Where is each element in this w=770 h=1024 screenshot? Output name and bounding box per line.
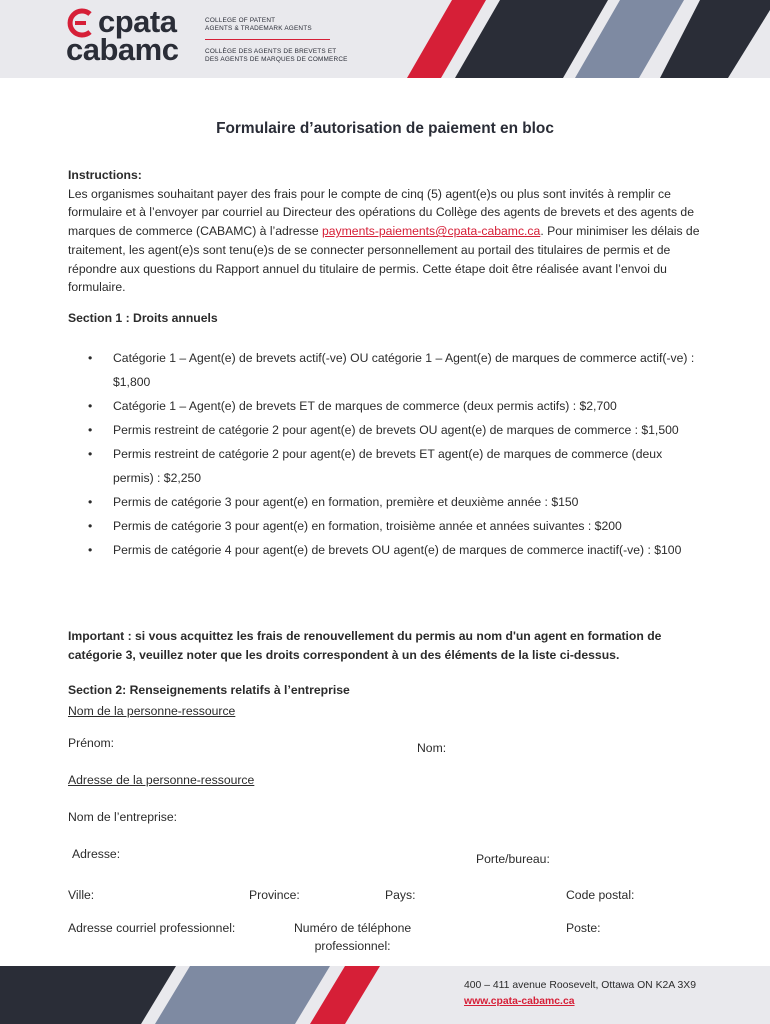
postal-code-label: Code postal: xyxy=(566,888,635,902)
website-link[interactable]: www.cpata-cabamc.ca xyxy=(464,996,575,1007)
suite-label: Porte/bureau: xyxy=(476,852,550,866)
country-label: Pays: xyxy=(385,888,416,902)
fee-item: • Permis restreint de catégorie 2 pour agent(e) de brevets OU agent(e) de marques de commerce : $1,500 xyxy=(88,418,703,442)
instructions-text-end: . Pour minimiser les délais de traitement, les agent(e)s sont tenu(e)s de se connecter personnellement au portail des titulaires de permis et de répondre aux questions du Rapport annuel du titulaire de permis. Cette étape doit être réalisée avant l’envoi du formulaire. xyxy=(68,224,700,295)
fee-item: • Catégorie 1 – Agent(e) de brevets actif(-ve) OU catégorie 1 – Agent(e) de marques de commerce actif(-ve) : $1,800 xyxy=(88,346,703,394)
college-fr-line-2: DES AGENTS DE MARQUES DE COMMERCE xyxy=(205,55,348,63)
logo-word-cpata: cpata xyxy=(98,4,177,39)
page-title: Formulaire d’autorisation de paiement en bloc xyxy=(216,120,554,137)
footer-stripe-slate xyxy=(155,966,330,1024)
logo-c-icon xyxy=(66,8,96,38)
business-email-label: Adresse courriel professionnel: xyxy=(68,921,236,935)
college-name-en xyxy=(205,17,312,32)
instructions-heading: Instructions: xyxy=(68,168,142,182)
province-label: Province: xyxy=(249,888,300,902)
instructions-text-start: Les organismes souhaitant payer des frais pour le compte de cinq (5) agent(e)s ou plus sont invités à remplir ce formulaire et à l’envoyer par courriel au Directeur des opérations du Collège des agents de brevets et des agents de marques de commerce (CABAMC) à l’adresse xyxy=(68,186,694,239)
city-label: Ville: xyxy=(68,888,95,902)
college-name-fr xyxy=(205,48,348,63)
address-label: Adresse: xyxy=(72,847,121,861)
phone-label-line-1: Numéro de téléphone xyxy=(294,921,412,935)
college-divider xyxy=(205,39,330,40)
instructions-block xyxy=(68,166,708,297)
fee-item: • Catégorie 1 – Agent(e) de brevets ET de marques de commerce (deux permis actifs) : $2,700 xyxy=(88,394,703,418)
important-note: Important : si vous acquittez les frais de renouvellement du permis au nom d'un agent en formation de catégorie 3, veuillez noter que les droits correspondent à un des éléments de la liste ci-dessus. xyxy=(68,629,662,662)
fee-item: • Permis de catégorie 3 pour agent(e) en formation, troisième année et années suivantes : $200 xyxy=(88,514,703,538)
logo-word-cabamc: cabamc xyxy=(66,32,179,67)
first-name-label: Prénom: xyxy=(68,736,115,750)
footer-address: 400 – 411 avenue Roosevelt, Ottawa ON K2A 3X9 xyxy=(464,980,697,991)
fee-item: • Permis de catégorie 3 pour agent(e) en formation, première et deuxième année : $150 xyxy=(88,490,703,514)
section1-title: Section 1 : Droits annuels xyxy=(68,311,218,325)
college-en-line-1: COLLEGE OF PATENT xyxy=(205,17,276,24)
college-en-line-2: AGENTS & TRADEMARK AGENTS xyxy=(205,24,312,32)
footer-contact xyxy=(464,978,696,1010)
phone-label-line-2: professionnel: xyxy=(314,939,391,953)
footer-stripe-navy xyxy=(0,966,176,1024)
fee-item: • Permis de catégorie 4 pour agent(e) de brevets OU agent(e) de marques de commerce inactif(-ve) : $100 xyxy=(88,538,703,562)
fee-item: • Permis restreint de catégorie 2 pour agent(e) de brevets ET agent(e) de marques de commerce (deux permis) : $2,250 xyxy=(88,442,703,490)
extension-label: Poste: xyxy=(566,921,601,935)
instructions-text xyxy=(68,185,708,297)
payments-email-link[interactable]: payments-paiements@cpata-cabamc.ca xyxy=(322,224,541,239)
contact-name-heading: Nom de la personne-ressource xyxy=(68,704,236,718)
company-name-label: Nom de l’entreprise: xyxy=(68,810,178,824)
college-fr-line-1: COLLÈGE DES AGENTS DE BREVETS ET xyxy=(205,48,337,55)
cpata-logo xyxy=(66,4,179,67)
phone-label xyxy=(294,919,411,955)
contact-address-heading: Adresse de la personne-ressource xyxy=(68,773,255,787)
fee-list xyxy=(88,346,703,562)
last-name-label: Nom: xyxy=(417,741,447,755)
section2-title: Section 2: Renseignements relatifs à l’entreprise xyxy=(68,683,350,697)
